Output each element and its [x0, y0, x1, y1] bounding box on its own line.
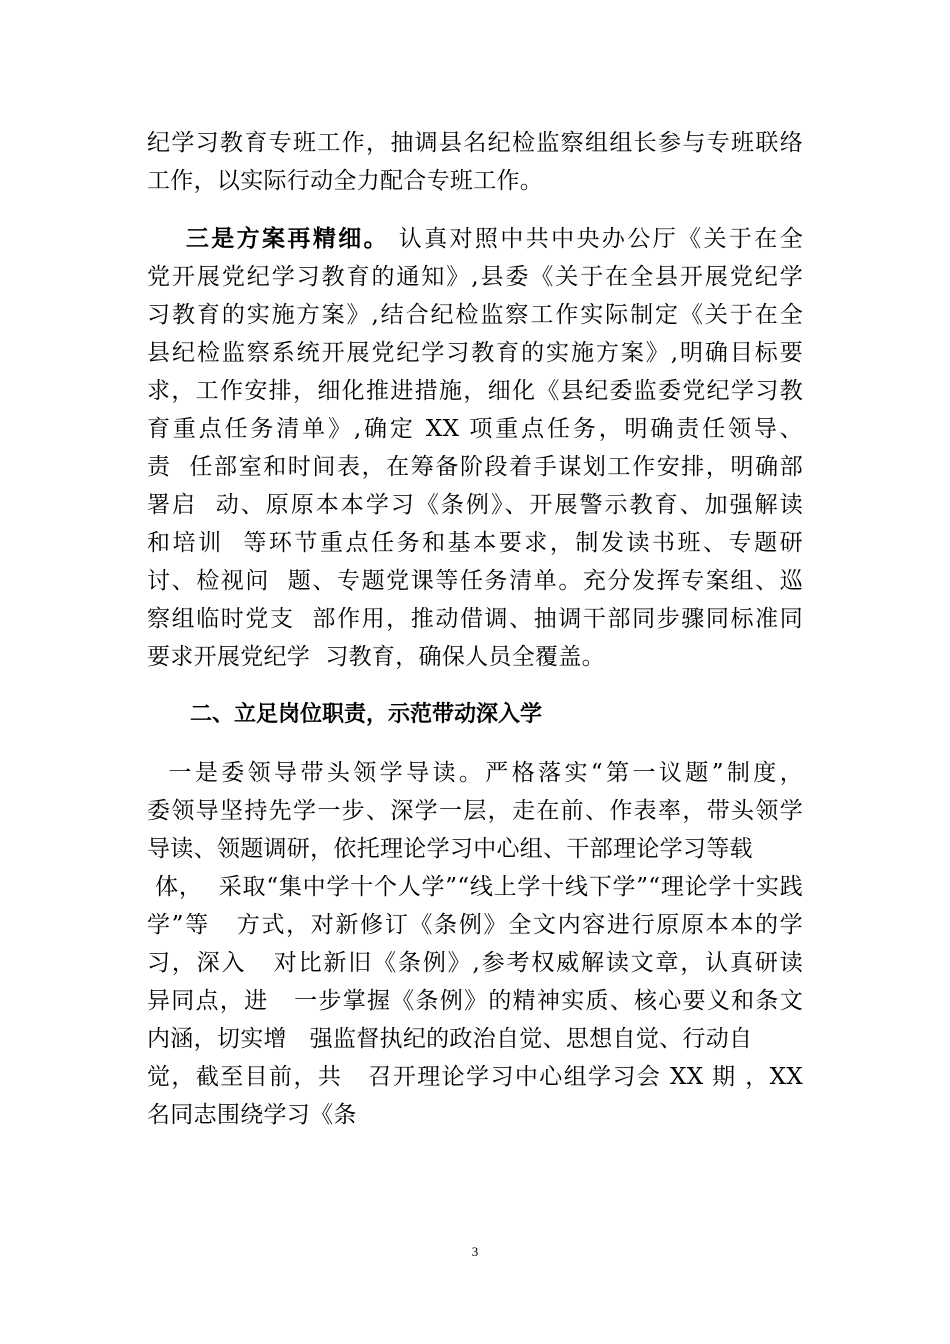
text-line: 县纪检监察系统开展党纪学习教育的实施方案》,明确目标要 — [147, 340, 803, 366]
text-line: 一是委领导带头领学导读。严格落实“第一议题”制度， — [147, 760, 803, 786]
text-line: 察组临时党支 部作用，推动借调、抽调干部同步骤同标准同 — [147, 606, 803, 632]
text-line: 体， 采取“集中学十个人学”“线上学十线下学”“理论学十实践 — [147, 874, 803, 900]
text-line — [147, 224, 803, 254]
text-line: 名同志围绕学习《条 — [147, 1102, 357, 1128]
text-span: 认真对照中共中央办公厅《关于在全 — [389, 226, 803, 252]
text-line: 求，工作安排，细化推进措施，细化《县纪委监委党纪学习教 — [147, 378, 803, 404]
paragraph-lead: 三是方案再精细。 — [185, 226, 390, 252]
text-line: 责 任部室和时间表，在筹备阶段着手谋划工作安排，明确部 — [147, 454, 803, 480]
page-number: 3 — [471, 1244, 479, 1259]
text-line: 纪学习教育专班工作，抽调县名纪检监察组组长参与专班联络 — [147, 130, 803, 156]
text-line: 党开展党纪学习教育的通知》,县委《关于在全县开展党纪学 — [147, 264, 803, 290]
text-line: 和培训 等环节重点任务和基本要求，制发读书班、专题研 — [147, 530, 803, 556]
text-line: 学”等 方式，对新修订《条例》全文内容进行原原本本的学 — [147, 912, 803, 938]
text-line: 导读、领题调研，依托理论学习中心组、干部理论学习等载 — [147, 836, 753, 862]
text-line: 工作，以实际行动全力配合专班工作。 — [147, 168, 544, 194]
text-line: 要求开展党纪学 习教育，确保人员全覆盖。 — [147, 644, 605, 670]
text-line: 习，深入 对比新旧《条例》,参考权威解读文章，认真研读 — [147, 950, 803, 976]
text-line: 署启 动、原原本本学习《条例》、开展警示教育、加强解读 — [147, 492, 803, 518]
text-line: 习教育的实施方案》,结合纪检监察工作实际制定《关于在全 — [147, 302, 803, 328]
text-line: 讨、检视问 题、专题党课等任务清单。充分发挥专案组、巡 — [147, 568, 803, 594]
text-line: 异同点，进 一步掌握《条例》的精神实质、核心要义和条文 — [147, 988, 803, 1014]
text-line: 委领导坚持先学一步、深学一层，走在前、作表率，带头领学 — [147, 798, 803, 824]
text-line: 内涵，切实增 强监督执纪的政治自觉、思想自觉、行动自 — [147, 1026, 753, 1052]
text-line: 育重点任务清单》,确定 XX 项重点任务，明确责任领导、 — [147, 416, 803, 442]
section-heading: 二、立足岗位职责，示范带动深入学 — [190, 702, 543, 727]
text-line: 觉，截至目前，共 召开理论学习中心组学习会 XX 期 ，XX — [147, 1064, 803, 1090]
